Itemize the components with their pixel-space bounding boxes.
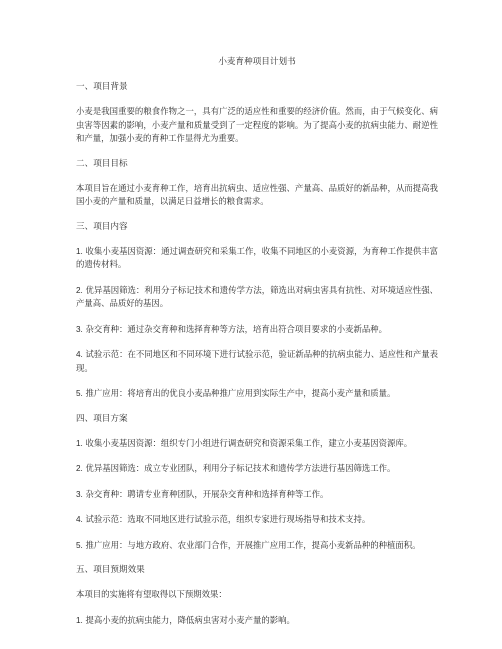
plan-item-3 <box>76 488 438 502</box>
section-heading-expected-effects: 五、项目预期效果 <box>76 565 145 575</box>
item-text: 优异基因筛选：成立专业团队，利用分子标记技术和遗传学方法进行基因筛选工作。 <box>85 463 396 473</box>
plan-item-1 <box>76 437 438 451</box>
item-number: 1. <box>76 438 83 448</box>
item-text: 杂交育种：通过杂交育种和选择育种等方法，培育出符合项目要求的小麦新品种。 <box>85 323 388 334</box>
goals-paragraph: 本项目旨在通过小麦育种工作，培育出抗病虫、适应性强、产量高、品质好的新品种，从而提高我国小麦的产量和质量，以满足日益增长的粮食需求。 <box>76 182 438 206</box>
item-text: 试验示范：选取不同地区进行试验示范，组织专家进行现场指导和技术支持。 <box>85 514 371 524</box>
background-paragraph: 小麦是我国重要的粮食作物之一，具有广泛的适应性和重要的经济价值。然而，由于气候变化、病虫害等因素的影响，小麦产量和质量受到了一定程度的影响。为了提高小麦的抗病虫能力、耐逆性和产量，加强小麦的育种工作显得尤为重要。 <box>76 106 438 143</box>
section-heading-goals: 二、项目目标 <box>76 158 128 169</box>
item-number: 3. <box>76 324 83 334</box>
item-number: 4. <box>76 515 83 524</box>
item-number: 4. <box>76 350 83 359</box>
item-number: 2. <box>76 464 83 473</box>
item-text: 试验示范：在不同地区和不同环境下进行试验示范，验证新品种的抗病虫能力、适应性和产量表现。 <box>76 349 438 373</box>
content-item-5 <box>76 387 438 401</box>
section-heading-background: 一、项目背景 <box>76 82 128 92</box>
content-item-2 <box>76 284 438 311</box>
expected-effects-intro: 本项目的实施将有望取得以下预期效果： <box>76 589 227 599</box>
item-text: 优异基因筛选：利用分子标记技术和遗传学方法，筛选出对病虫害具有抗性、对环境适应性强、产量高、品质好的基因。 <box>76 284 438 308</box>
section-heading-plan: 四、项目方案 <box>76 413 128 424</box>
content-item-3 <box>76 323 438 337</box>
item-text: 推广应用：与地方政府、农业部门合作，开展推广应用工作，提高小麦新品种的种植面积。 <box>85 539 421 550</box>
item-text: 杂交育种：聘请专业育种团队，开展杂交育种和选择育种等工作。 <box>85 488 329 499</box>
item-number: 3. <box>76 489 83 499</box>
item-text: 提高小麦的抗病虫能力，降低病虫害对小麦产量的影响。 <box>85 614 295 625</box>
document-title: 小麦育种项目计划书 <box>218 57 296 67</box>
item-number: 2. <box>76 285 83 295</box>
item-number: 5. <box>76 389 83 398</box>
item-text: 收集小麦基因资源：通过调查研究和采集工作，收集不同地区的小麦资源，为育种工作提供丰富的遗传材料。 <box>76 245 438 269</box>
content-item-1 <box>76 245 438 272</box>
expected-item-1 <box>76 614 438 628</box>
plan-item-5 <box>76 539 438 553</box>
plan-item-4 <box>76 513 438 527</box>
item-number: 1. <box>76 615 83 625</box>
item-text: 收集小麦基因资源：组织专门小组进行调查研究和资源采集工作，建立小麦基因资源库。 <box>85 437 413 448</box>
item-text: 推广应用：将培育出的优良小麦品种推广应用到实际生产中，提高小麦产量和质量。 <box>85 388 396 398</box>
content-item-4 <box>76 348 438 375</box>
item-number: 1. <box>76 246 83 256</box>
item-number: 5. <box>76 540 83 550</box>
section-heading-content: 三、项目内容 <box>76 221 128 232</box>
plan-item-2 <box>76 462 438 476</box>
